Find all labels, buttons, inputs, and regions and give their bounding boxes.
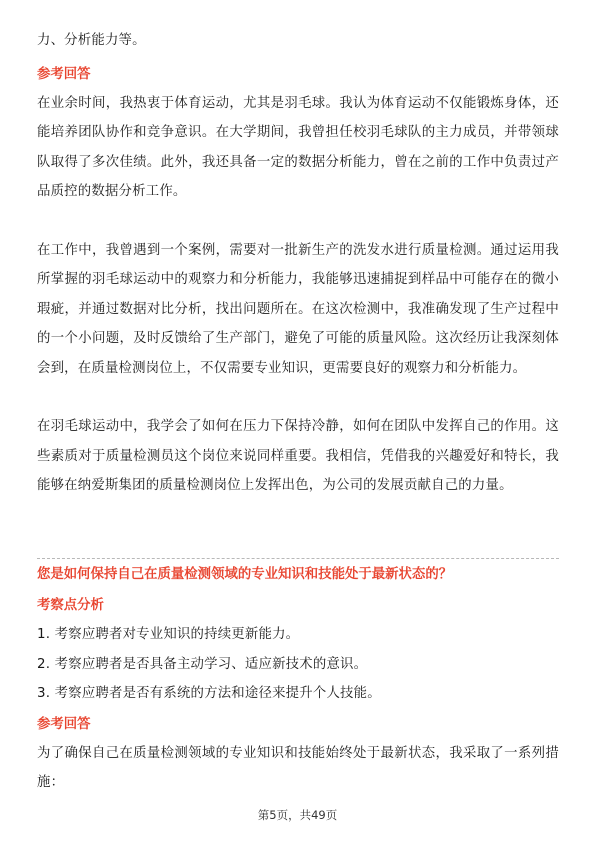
top-fragment: 力、分析能力等。 xyxy=(37,33,146,48)
page-footer: 第5页，共49页 xyxy=(257,808,338,822)
question-title: 您是如何保持自己在质量检测领域的专业知识和技能处于最新状态的？ xyxy=(37,567,453,582)
answer-label: 参考回答 xyxy=(37,66,91,82)
answer-paragraph: 在工作中，我曾遇到一个案例，需要对一批新生产的洗发水进行质量检测。通过运用我所掌握的羽毛球运动中的观察力和分析能力，我能够迅速捕捉到样品中可能存在的微小瑕疵，并通过数据对比分析，找出问题所在。在这次检测中，我准确发现了生产过程中的一个小问题，及时反馈给了生产部门，避免了可能的质量风险。这次经历让我深刻体会到，在质量检测岗位上，不仅需要专业知识，更需要良好的观察力和分析能力。 xyxy=(37,242,559,376)
answer-label: 参考回答 xyxy=(37,716,91,732)
analysis-point: 3. 考察应聘者是否有系统的方法和途径来提升个人技能。 xyxy=(37,686,381,701)
question-section xyxy=(37,565,559,798)
answer-paragraph: 为了确保自己在质量检测领域的专业知识和技能始终处于最新状态，我采取了一系列措施： xyxy=(37,745,559,790)
document-page xyxy=(37,0,559,501)
analysis-label: 考察点分析 xyxy=(37,598,104,613)
answer-paragraph: 在羽毛球运动中，我学会了如何在压力下保持冷静，如何在团队中发挥自己的作用。这些素质对于质量检测员这个岗位来说同样重要。我相信，凭借我的兴趣爱好和特长，我能够在纳爱斯集团的质量检测岗位上发挥出色，为公司的发展贡献自己的力量。 xyxy=(37,419,559,493)
analysis-point: 1. 考察应聘者对专业知识的持续更新能力。 xyxy=(37,627,300,642)
analysis-point: 2. 考察应聘者是否具备主动学习、适应新技术的意识。 xyxy=(37,656,368,672)
answer-paragraph: 在业余时间，我热衷于体育运动，尤其是羽毛球。我认为体育运动不仅能锻炼身体，还能培养团队协作和竞争意识。在大学期间，我曾担任校羽毛球队的主力成员，并带领球队取得了多次佳绩。此外，我还具备一定的数据分析能力，曾在之前的工作中负责过产品质控的数据分析工作。 xyxy=(37,95,559,199)
section-divider xyxy=(37,558,559,559)
